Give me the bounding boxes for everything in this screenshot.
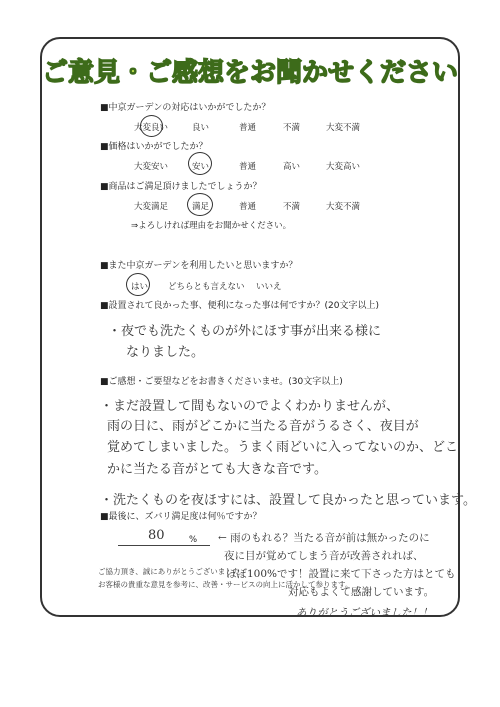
option-price-very-expensive[interactable]: 大変高い [326,162,361,172]
answer-feedback-line-2: 雨の日に、雨がどこかに当たる音がうるさく、夜目が [107,419,419,434]
satisfaction-comment-line-3: ほぼ100%です！設置に来て下さった方はとても [226,568,456,580]
satisfaction-unit: % [189,535,198,545]
satisfaction-comment-line-4: 対応もよくて感謝しています。 [288,586,435,598]
handwritten-thanks: ありがとうございました！！ [296,607,433,619]
answer-feedback-line-3: 覚めてしまいました。うまく雨どいに入ってないのか、どこ [107,440,459,455]
option-product-very-satisfied[interactable]: 大変満足 [134,202,169,212]
satisfaction-comment-line-1: ← 雨のもれる？当たる音が前は無かったのに [218,532,430,544]
reason-prompt: ⇒よろしければ理由をお聞かせください。 [131,221,292,231]
answer-benefit-line-2: なりました。 [126,345,205,360]
question-benefit: ■設置されて良かった事、便利になった事は何ですか？(20文字以上) [100,301,379,311]
footer-note: お客様の貴重な意見を参考に、改善・サービスの向上に活かして参ります。 [98,580,353,589]
option-reuse-no[interactable]: いいえ [256,282,282,292]
question-service: ■中京ガーデンの対応はいかがでしたか？ [100,103,271,113]
option-service-normal[interactable]: 普通 [239,123,257,133]
answer-feedback-line-1: ・まだ設置して間もないのでよくわかりませんが、 [100,399,400,414]
option-product-normal[interactable]: 普通 [239,202,257,212]
option-price-very-cheap[interactable]: 大変安い [134,162,169,172]
option-reuse-yes[interactable]: はい [131,282,149,292]
option-product-unsatisfied[interactable]: 不満 [283,202,301,212]
answer-feedback-line-5: ・洗たくものを夜ほすには、設置して良かったと思っています。 [100,493,476,508]
option-service-very-bad[interactable]: 大変不満 [326,123,361,133]
satisfaction-underline [118,545,210,546]
question-price: ■価格はいかがでしたか？ [100,142,208,152]
satisfaction-value: 80 [148,528,165,543]
option-service-very-good[interactable]: 大変良い [134,123,169,133]
satisfaction-comment-line-2: 夜に目が覚めてしまう音が改善されれば、 [224,550,424,562]
answer-benefit-line-1: ・夜でも洗たくものが外にほす事が出来る様に [108,324,382,339]
question-reuse: ■また中京ガーデンを利用したいと思いますか？ [100,261,298,271]
option-product-satisfied[interactable]: 満足 [192,202,210,212]
answer-feedback-line-4: かに当たる音がとても大きな音です。 [107,462,327,477]
option-price-expensive[interactable]: 高い [283,162,301,172]
form-title: ご意見・ご感想をお聞かせください [41,58,458,88]
option-price-cheap[interactable]: 安い [192,162,210,172]
selection-circle [126,273,150,296]
option-service-bad[interactable]: 不満 [283,123,301,133]
question-feedback: ■ご感想・ご要望などをお書きくださいませ。(30文字以上) [100,377,343,387]
option-service-good[interactable]: 良い [192,123,210,133]
option-price-normal[interactable]: 普通 [239,162,257,172]
question-product: ■商品はご満足頂けましたでしょうか？ [100,182,262,192]
selection-circle [188,152,212,175]
option-reuse-neutral[interactable]: どちらとも言えない [168,282,245,292]
question-satisfaction: ■最後に、ズバリ満足度は何％ですか？ [100,512,262,522]
selection-circle [187,193,213,216]
footer-thanks: ご協力頂き、誠にありがとうございました。 [98,567,248,576]
option-product-very-unsatisfied[interactable]: 大変不満 [326,202,361,212]
selection-circle [140,115,163,137]
